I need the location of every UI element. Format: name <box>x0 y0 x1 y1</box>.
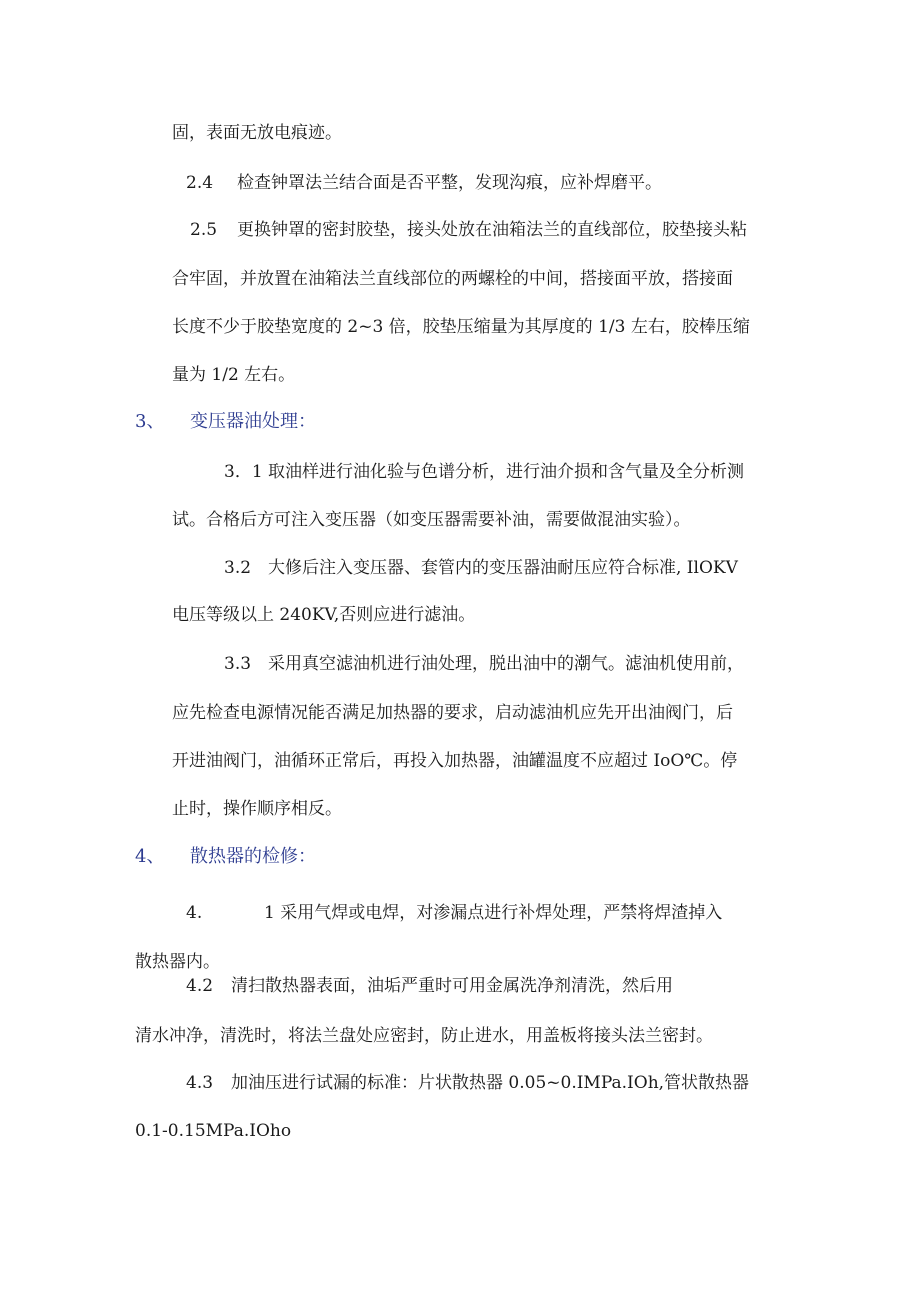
text-line: 检查钟罩法兰结合面是否平整，发现沟痕，应补焊磨平。 <box>237 173 662 193</box>
clause-number: 2.5 <box>190 220 218 240</box>
text-line: 长度不少于胶垫宽度的 2~3 倍，胶垫压缩量为其厚度的 1/3 左右，胶棒压缩 <box>172 317 750 337</box>
text-line: 0.1-0.15MPa.IOho <box>135 1121 292 1141</box>
text-line: 更换钟罩的密封胶垫，接头处放在油箱法兰的直线部位，胶垫接头粘 <box>237 220 747 240</box>
text-line: 散热器内。 <box>135 952 220 972</box>
text-line: 止时，操作顺序相反。 <box>172 799 342 819</box>
section-heading-title: 散热器的检修： <box>190 846 316 867</box>
text-line: 量为 1/2 左右。 <box>172 365 296 385</box>
clause-number: 4. <box>186 903 203 923</box>
text-line: 应先检查电源情况能否满足加热器的要求，启动滤油机应先开出油阀门，后 <box>172 703 733 723</box>
text-line: 大修后注入变压器、套管内的变压器油耐压应符合标准, IlOKV <box>268 558 738 578</box>
text-line: 清水冲净，清洗时，将法兰盘处应密封，防止进水，用盖板将接头法兰密封。 <box>135 1026 713 1046</box>
text-line: 加油压进行试漏的标准：片状散热器 0.05~0.IMPa.IOh,管状散热器 <box>231 1073 750 1093</box>
clause-number: 4.2 <box>186 976 214 996</box>
section-heading-title: 变压器油处理： <box>190 411 316 432</box>
section-heading-number: 4、 <box>135 846 165 867</box>
clause-number: 2.4 <box>186 173 214 193</box>
text-line: 试。合格后方可注入变压器（如变压器需要补油，需要做混油实验）。 <box>172 510 691 530</box>
text-line: 固，表面无放电痕迹。 <box>172 123 342 143</box>
text-line: 清扫散热器表面，油垢严重时可用金属洗净剂清洗，然后用 <box>231 976 673 996</box>
text-line: 电压等级以上 240KV,否则应进行滤油。 <box>172 605 476 625</box>
text-line: 1 采用气焊或电焊，对渗漏点进行补焊处理，严禁将焊渣掉入 <box>264 903 723 923</box>
text-line: 采用真空滤油机进行油处理，脱出油中的潮气。滤油机使用前， <box>268 654 744 674</box>
text-line: 3．1 取油样进行油化验与色谱分析，进行油介损和含气量及全分析测 <box>224 462 745 482</box>
clause-number: 3.3 <box>224 654 252 674</box>
clause-number: 4.3 <box>186 1073 214 1093</box>
clause-number: 3.2 <box>224 558 252 578</box>
text-line: 合牢固，并放置在油箱法兰直线部位的两螺栓的中间，搭接面平放，搭接面 <box>172 269 733 289</box>
section-heading-number: 3、 <box>135 411 165 432</box>
text-line: 开进油阀门，油循环正常后，再投入加热器，油罐温度不应超过 IoO℃。停 <box>172 751 738 771</box>
